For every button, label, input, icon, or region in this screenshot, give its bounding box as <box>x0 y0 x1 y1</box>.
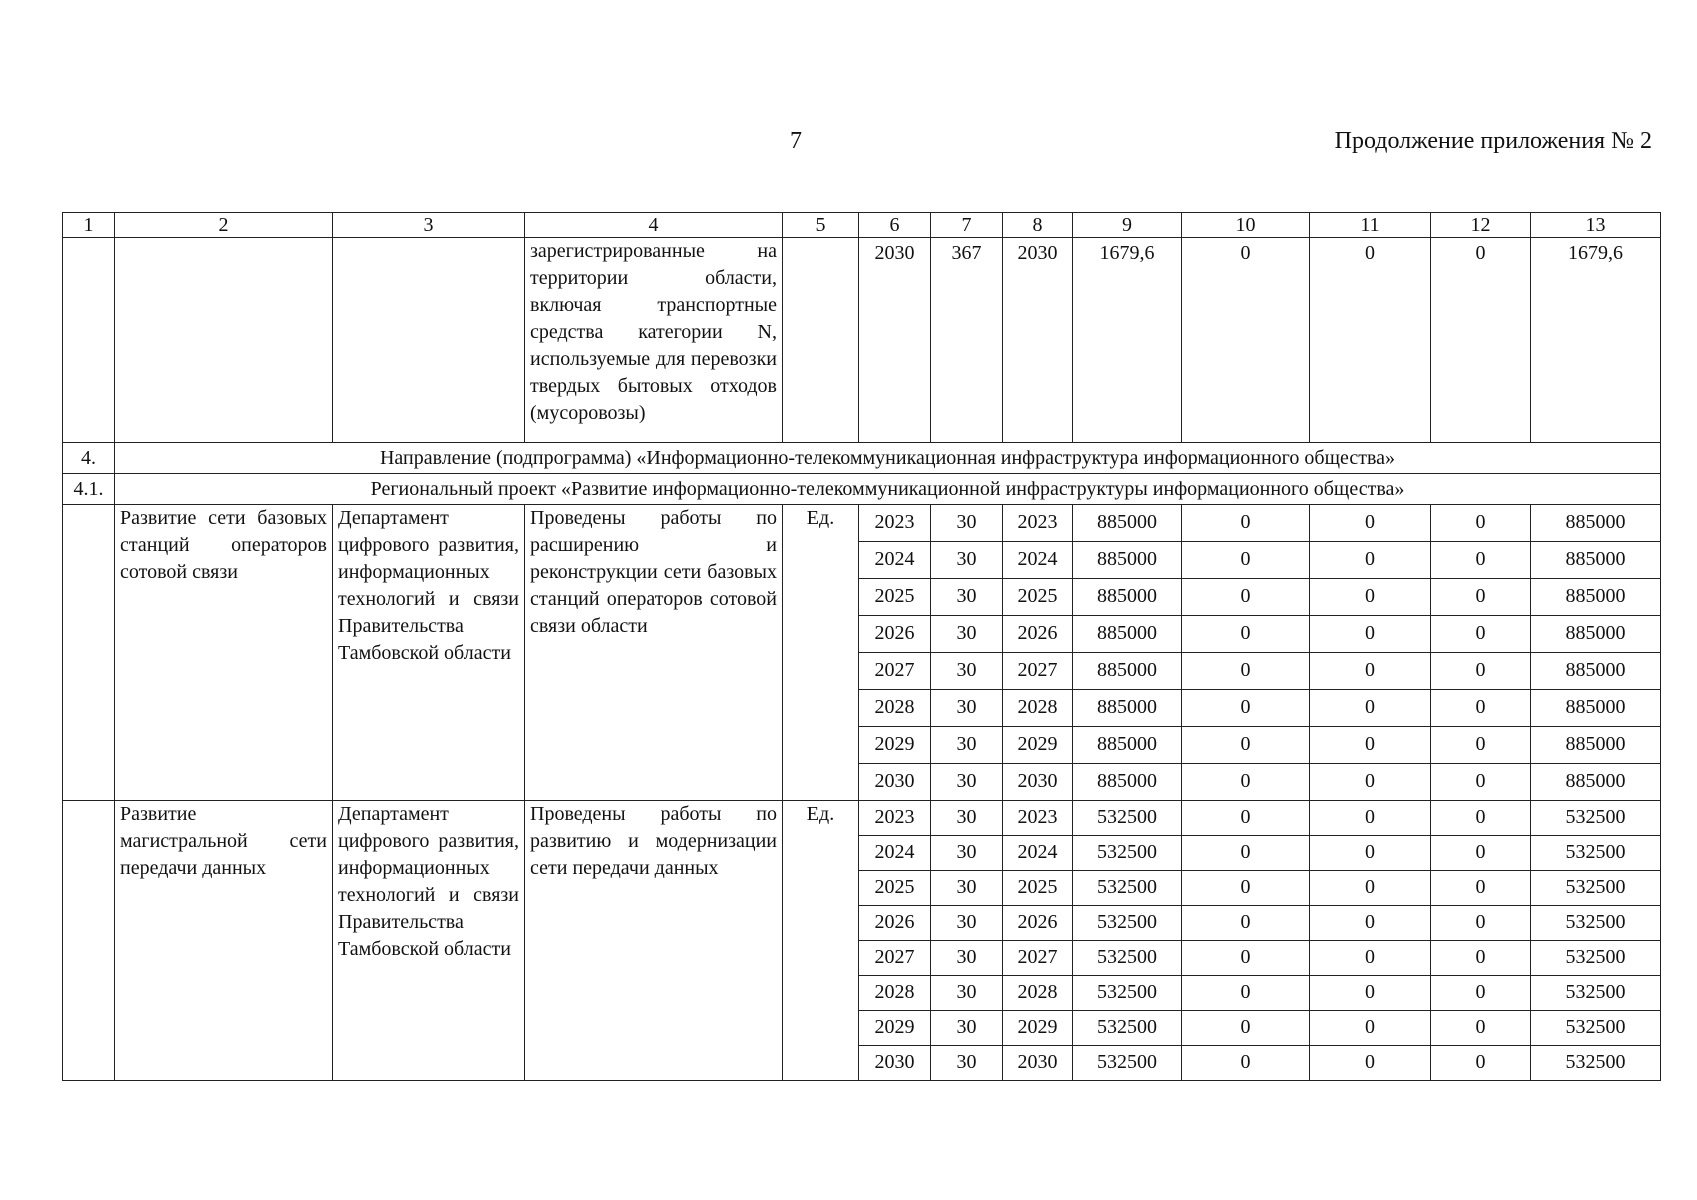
amount-cell: 0 <box>1182 1011 1310 1046</box>
amount-cell: 0 <box>1431 976 1531 1011</box>
amount-cell: 0 <box>1431 579 1531 616</box>
amount-cell: 885000 <box>1073 542 1182 579</box>
activity-name: Развитие сети базовых станций операторов сотовой связи <box>115 505 333 801</box>
amount-cell: 0 <box>1182 871 1310 906</box>
amount-cell: 0 <box>1182 764 1310 801</box>
amount-cell: 0 <box>1182 542 1310 579</box>
year-cell: 2025 <box>1003 579 1073 616</box>
header-cell: 8 <box>1003 213 1073 238</box>
amount-cell: 0 <box>1431 653 1531 690</box>
header-cell: 13 <box>1531 213 1661 238</box>
year-cell: 2024 <box>859 542 931 579</box>
amount-cell: 885000 <box>1531 690 1661 727</box>
value-cell: 30 <box>931 976 1003 1011</box>
value-cell: 30 <box>931 616 1003 653</box>
year-cell: 2028 <box>859 690 931 727</box>
cell-col1 <box>63 238 115 443</box>
amount-cell: 532500 <box>1531 941 1661 976</box>
cell-col2 <box>115 238 333 443</box>
year-cell: 2023 <box>1003 505 1073 542</box>
section-row <box>63 443 1661 474</box>
table-row <box>63 801 1661 836</box>
value-cell: 30 <box>931 579 1003 616</box>
value-cell: 30 <box>931 764 1003 801</box>
amount-cell: 532500 <box>1531 1046 1661 1081</box>
section-number: 4.1. <box>63 474 115 505</box>
year-cell: 2023 <box>859 801 931 836</box>
value-cell: 30 <box>931 1011 1003 1046</box>
amount-cell: 1679,6 <box>1531 238 1661 443</box>
amount-cell: 885000 <box>1073 690 1182 727</box>
header-cell: 1 <box>63 213 115 238</box>
amount-cell: 532500 <box>1531 801 1661 836</box>
amount-cell: 532500 <box>1073 976 1182 1011</box>
amount-cell: 885000 <box>1531 653 1661 690</box>
value-cell: 30 <box>931 906 1003 941</box>
unit: Ед. <box>783 801 859 1081</box>
amount-cell: 532500 <box>1531 836 1661 871</box>
value-cell: 30 <box>931 871 1003 906</box>
amount-cell: 0 <box>1431 1046 1531 1081</box>
amount-cell: 0 <box>1310 727 1431 764</box>
amount-cell: 0 <box>1182 616 1310 653</box>
year-cell: 2024 <box>1003 836 1073 871</box>
amount-cell: 0 <box>1310 579 1431 616</box>
amount-cell: 0 <box>1310 976 1431 1011</box>
amount-cell: 532500 <box>1531 976 1661 1011</box>
amount-cell: 885000 <box>1531 579 1661 616</box>
cell-col3 <box>333 238 525 443</box>
year-cell: 2027 <box>1003 653 1073 690</box>
activity-name: Развитие магистральной сети передачи данных <box>115 801 333 1081</box>
year-cell: 2029 <box>1003 727 1073 764</box>
unit: Ед. <box>783 505 859 801</box>
year-cell: 2026 <box>859 906 931 941</box>
year-cell: 2025 <box>859 871 931 906</box>
amount-cell: 0 <box>1310 690 1431 727</box>
project-blocks <box>63 505 1661 1081</box>
year-cell: 2028 <box>859 976 931 1011</box>
header-cell: 3 <box>333 213 525 238</box>
amount-cell: 0 <box>1182 906 1310 941</box>
continuation-row <box>63 238 1661 443</box>
year-cell: 2024 <box>859 836 931 871</box>
year-cell: 2028 <box>1003 690 1073 727</box>
amount-cell: 0 <box>1182 1046 1310 1081</box>
amount-cell: 0 <box>1431 690 1531 727</box>
cell-col1 <box>63 505 115 801</box>
year-cell: 2024 <box>1003 542 1073 579</box>
year-cell: 2027 <box>859 941 931 976</box>
header-cell: 12 <box>1431 213 1531 238</box>
value-cell: 30 <box>931 653 1003 690</box>
amount-cell: 0 <box>1182 579 1310 616</box>
amount-cell: 0 <box>1431 238 1531 443</box>
section-title: Региональный проект «Развитие информационно-телекоммуникационной инфраструктуры информационного общества» <box>115 474 1661 505</box>
amount-cell: 885000 <box>1073 653 1182 690</box>
header-cell: 5 <box>783 213 859 238</box>
section-title: Направление (подпрограмма) «Информационно-телекоммуникационная инфраструктура информационного общества» <box>115 443 1661 474</box>
year-cell: 2025 <box>859 579 931 616</box>
amount-cell: 885000 <box>1531 542 1661 579</box>
section-row <box>63 474 1661 505</box>
amount-cell: 885000 <box>1073 505 1182 542</box>
year-cell: 2029 <box>1003 1011 1073 1046</box>
header-cell: 4 <box>525 213 783 238</box>
amount-cell: 0 <box>1310 941 1431 976</box>
appendix-note: Продолжение приложения № 2 <box>1334 128 1652 154</box>
data-table <box>62 212 1661 1081</box>
header-cell: 6 <box>859 213 931 238</box>
year-cell: 2026 <box>859 616 931 653</box>
header-row <box>63 213 1661 238</box>
year-cell: 2030 <box>859 1046 931 1081</box>
amount-cell: 0 <box>1431 941 1531 976</box>
year-cell: 2030 <box>1003 238 1073 443</box>
year-cell: 2029 <box>859 727 931 764</box>
amount-cell: 0 <box>1431 836 1531 871</box>
header-cell: 2 <box>115 213 333 238</box>
amount-cell: 0 <box>1310 906 1431 941</box>
amount-cell: 0 <box>1182 801 1310 836</box>
amount-cell: 0 <box>1431 871 1531 906</box>
amount-cell: 885000 <box>1073 579 1182 616</box>
amount-cell: 0 <box>1182 653 1310 690</box>
year-cell: 2023 <box>1003 801 1073 836</box>
amount-cell: 885000 <box>1531 616 1661 653</box>
amount-cell: 532500 <box>1073 1046 1182 1081</box>
year-cell: 2030 <box>1003 764 1073 801</box>
year-cell: 2026 <box>1003 616 1073 653</box>
amount-cell: 0 <box>1431 906 1531 941</box>
table-row <box>63 505 1661 542</box>
amount-cell: 0 <box>1310 505 1431 542</box>
amount-cell: 0 <box>1310 1011 1431 1046</box>
amount-cell: 0 <box>1310 238 1431 443</box>
amount-cell: 0 <box>1182 976 1310 1011</box>
year-cell: 2030 <box>859 764 931 801</box>
amount-cell: 532500 <box>1073 906 1182 941</box>
value-cell: 30 <box>931 801 1003 836</box>
amount-cell: 532500 <box>1531 1011 1661 1046</box>
year-cell: 2029 <box>859 1011 931 1046</box>
amount-cell: 532500 <box>1073 941 1182 976</box>
value-cell: 30 <box>931 727 1003 764</box>
amount-cell: 0 <box>1310 801 1431 836</box>
amount-cell: 0 <box>1431 616 1531 653</box>
amount-cell: 0 <box>1182 727 1310 764</box>
amount-cell: 885000 <box>1531 764 1661 801</box>
amount-cell: 0 <box>1182 941 1310 976</box>
year-cell: 2027 <box>859 653 931 690</box>
amount-cell: 885000 <box>1531 727 1661 764</box>
header-cell: 9 <box>1073 213 1182 238</box>
value-cell: 30 <box>931 1046 1003 1081</box>
value-cell: 30 <box>931 542 1003 579</box>
value-cell: 30 <box>931 941 1003 976</box>
amount-cell: 0 <box>1310 616 1431 653</box>
year-cell: 2026 <box>1003 906 1073 941</box>
amount-cell: 0 <box>1182 238 1310 443</box>
year-cell: 2025 <box>1003 871 1073 906</box>
amount-cell: 0 <box>1310 542 1431 579</box>
amount-cell: 885000 <box>1073 727 1182 764</box>
amount-cell: 0 <box>1431 505 1531 542</box>
amount-cell: 532500 <box>1073 871 1182 906</box>
header-cell: 10 <box>1182 213 1310 238</box>
cell-col1 <box>63 801 115 1081</box>
amount-cell: 532500 <box>1073 1011 1182 1046</box>
amount-cell: 532500 <box>1073 836 1182 871</box>
value-cell: 30 <box>931 690 1003 727</box>
amount-cell: 532500 <box>1531 906 1661 941</box>
amount-cell: 0 <box>1310 1046 1431 1081</box>
executor: Департамент цифрового развития, информационных технологий и связи Правительства Тамбовской области <box>333 801 525 1081</box>
amount-cell: 532500 <box>1531 871 1661 906</box>
amount-cell: 885000 <box>1073 616 1182 653</box>
amount-cell: 0 <box>1431 764 1531 801</box>
year-cell: 2027 <box>1003 941 1073 976</box>
amount-cell: 885000 <box>1531 505 1661 542</box>
amount-cell: 0 <box>1182 505 1310 542</box>
amount-cell: 885000 <box>1073 764 1182 801</box>
amount-cell: 0 <box>1182 690 1310 727</box>
value-cell: 30 <box>931 505 1003 542</box>
page-number: 7 <box>790 128 802 154</box>
cell-col5 <box>783 238 859 443</box>
amount-cell: 0 <box>1310 764 1431 801</box>
value-cell: 367 <box>931 238 1003 443</box>
amount-cell: 0 <box>1431 1011 1531 1046</box>
year-cell: 2030 <box>1003 1046 1073 1081</box>
amount-cell: 0 <box>1431 801 1531 836</box>
amount-cell: 0 <box>1182 836 1310 871</box>
indicator-text: зарегистрированные на территории области, включая транспортные средства категории N, используемые для перевозки твердых бытовых отходов (мусоровозы) <box>525 238 783 443</box>
amount-cell: 0 <box>1310 653 1431 690</box>
amount-cell: 532500 <box>1073 801 1182 836</box>
amount-cell: 0 <box>1310 836 1431 871</box>
executor: Департамент цифрового развития, информационных технологий и связи Правительства Тамбовской области <box>333 505 525 801</box>
year-cell: 2030 <box>859 238 931 443</box>
amount-cell: 0 <box>1431 542 1531 579</box>
header-cell: 11 <box>1310 213 1431 238</box>
section-number: 4. <box>63 443 115 474</box>
indicator-text: Проведены работы по расширению и реконструкции сети базовых станций операторов сотовой связи области <box>525 505 783 801</box>
year-cell: 2028 <box>1003 976 1073 1011</box>
amount-cell: 0 <box>1310 871 1431 906</box>
indicator-text: Проведены работы по развитию и модернизации сети передачи данных <box>525 801 783 1081</box>
year-cell: 2023 <box>859 505 931 542</box>
amount-cell: 0 <box>1431 727 1531 764</box>
amount-cell: 1679,6 <box>1073 238 1182 443</box>
value-cell: 30 <box>931 836 1003 871</box>
header-cell: 7 <box>931 213 1003 238</box>
